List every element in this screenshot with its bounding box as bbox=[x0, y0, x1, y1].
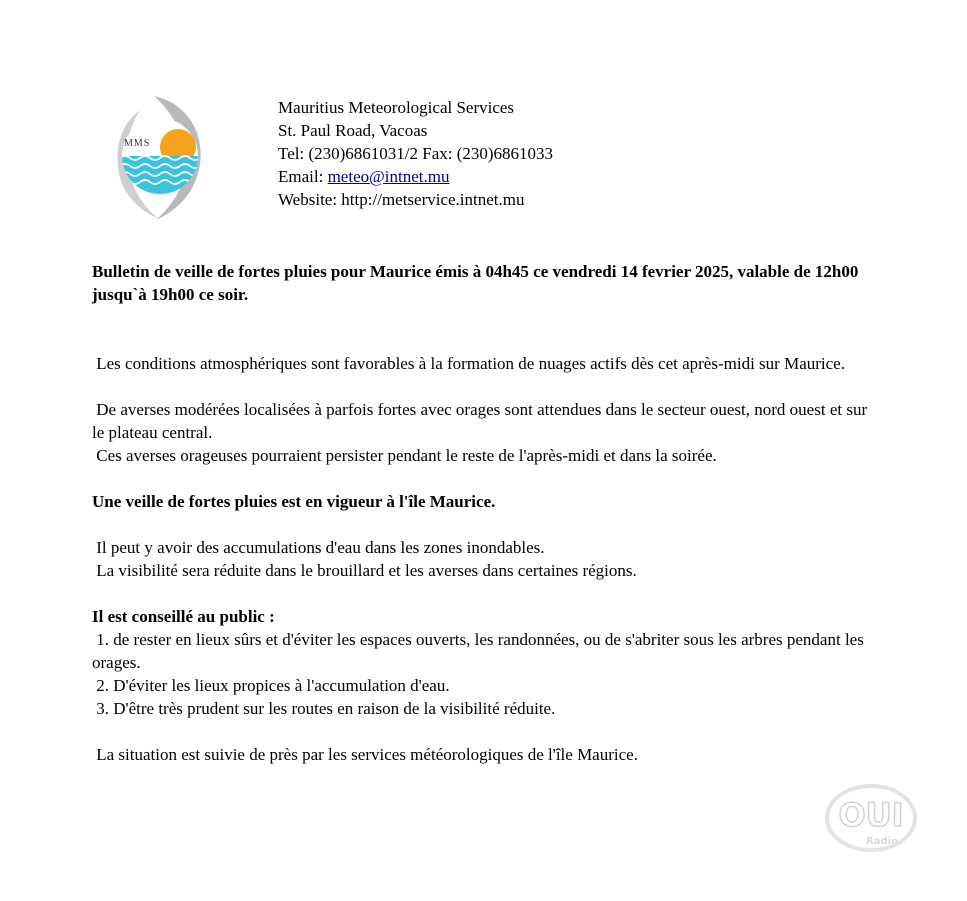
advice-item: 3. D'être très prudent sur les routes en raison de la visibilité réduite. bbox=[92, 699, 556, 718]
email-label: Email: bbox=[278, 167, 328, 186]
org-email-line bbox=[278, 165, 553, 188]
org-name: Mauritius Meteorological Services bbox=[278, 98, 515, 117]
paragraph-persist: Ces averses orageuses pourraient persister pendant le reste de l'après-midi et dans la soirée. bbox=[92, 446, 717, 465]
mms-logo bbox=[112, 92, 208, 224]
closing-statement: La situation est suivie de près par les services météorologiques de l'île Maurice. bbox=[92, 745, 638, 764]
logo-text: MMS bbox=[124, 138, 151, 149]
org-phone: Tel: (230)6861031/2 Fax: (230)6861033 bbox=[278, 144, 554, 163]
watermark-subtext: Radio bbox=[866, 836, 898, 847]
watermark-logo bbox=[822, 782, 920, 856]
org-address: St. Paul Road, Vacoas bbox=[278, 121, 428, 140]
spacer bbox=[92, 720, 872, 743]
email-link[interactable]: meteo@intnet.mu bbox=[327, 167, 450, 186]
spacer bbox=[92, 582, 872, 605]
spacer bbox=[92, 306, 872, 352]
watermark-text: OUI bbox=[838, 796, 904, 834]
spacer bbox=[92, 513, 872, 536]
watch-statement: Une veille de fortes pluies est en vigueur à l'île Maurice. bbox=[92, 492, 496, 511]
spacer bbox=[92, 375, 872, 398]
advice-item: 1. de rester en lieux sûrs et d'éviter les espaces ouverts, les randonnées, ou de s'abriter sous les arbres pendant les orages. bbox=[92, 630, 869, 672]
paragraph-accumulation: Il peut y avoir des accumulations d'eau dans les zones inondables. bbox=[92, 538, 545, 557]
bulletin-title: Bulletin de veille de fortes pluies pour Maurice émis à 04h45 ce vendredi 14 fevrier 2025, valable de 12h00 jusqu`à 19h00 ce soir. bbox=[92, 262, 863, 304]
oui-radio-watermark bbox=[822, 782, 920, 856]
paragraph-conditions: Les conditions atmosphériques sont favorables à la formation de nuages actifs dès cet après-midi sur Maurice. bbox=[92, 354, 845, 373]
paragraph-visibility: La visibilité sera réduite dans le brouillard et les averses dans certaines régions. bbox=[92, 561, 637, 580]
spacer bbox=[92, 467, 872, 490]
advice-item: 2. D'éviter les lieux propices à l'accumulation d'eau. bbox=[92, 676, 450, 695]
header-contact-block bbox=[278, 96, 553, 211]
paragraph-showers: De averses modérées localisées à parfois fortes avec orages sont attendues dans le secteur ouest, nord ouest et sur le plateau central. bbox=[92, 400, 872, 442]
bulletin-content bbox=[92, 260, 872, 766]
advice-title: Il est conseillé au public : bbox=[92, 607, 275, 626]
org-website: Website: http://metservice.intnet.mu bbox=[278, 190, 525, 209]
mms-logo-graphic bbox=[112, 92, 208, 224]
